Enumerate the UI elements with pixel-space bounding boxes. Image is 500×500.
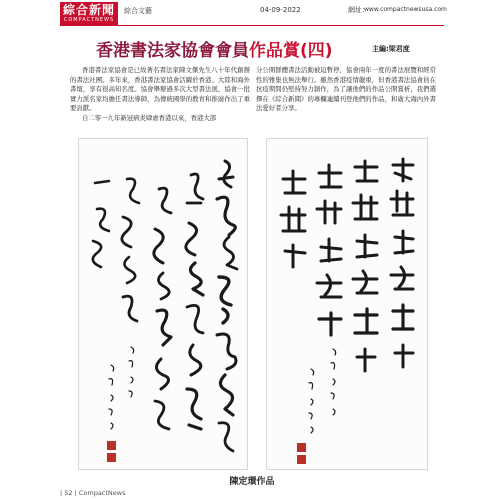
article-column-left	[70, 66, 250, 124]
seal-stamp	[297, 443, 306, 452]
seal-stamp	[107, 441, 116, 450]
calligraphy-artwork-regular	[266, 138, 428, 470]
paragraph: 分公開群體書法活動被迫暫停，協會兩年一度的書法展覽和經常性的雅集也無法舉行。雖然香港疫情嚴重，但香港書法協會員在抗疫期間仍堅持努力創作，為了讓他們的作品公開賞析，我們選擇在《綜合新聞》的專欄連續刊登他們的作品，和廣大海內外書法愛好者分享。	[256, 66, 436, 113]
calligraphy-artwork-cursive	[78, 138, 248, 470]
page-footer: | 52 | CompactNews	[60, 489, 126, 497]
paragraph: 香港書法家協會是已故著名書法家陳文傑先生八十年代創辦的書法社團。多年來，香港書法家協會活躍於香港、大陸和海外書壇，享有很高知名度。協會舉辦過多次大型書法展，協會一批實力派名家均擔任書法導師，為傳統國學的教育和推廣作出了重要貢獻。	[70, 66, 250, 113]
seal-stamp	[297, 455, 306, 464]
article-title	[96, 36, 333, 61]
website-link[interactable]: www.compactnewsusa.com	[364, 6, 447, 13]
website-label: 網址：	[348, 6, 369, 14]
logo-title: 綜合新聞	[62, 3, 115, 17]
issue-date: 04-09-2022	[260, 6, 301, 14]
editor-credit: 主編:梁君度	[372, 45, 410, 53]
calligraphy-cursive-image	[79, 139, 247, 469]
header-divider	[60, 25, 444, 26]
title-main: 香港書法家協會會員	[96, 41, 249, 61]
logo-subtitle: COMPACTNEWS	[63, 17, 115, 23]
paragraph: 自二零一九年新冠病炎肆虐香港以來，香港大部	[82, 113, 217, 122]
seal-stamp	[107, 453, 116, 462]
article-column-right	[256, 66, 436, 114]
calligraphy-regular-image	[267, 139, 427, 469]
title-highlight: 作品賞(四)	[249, 41, 333, 61]
magazine-page	[60, 0, 447, 500]
brand-logo[interactable]	[60, 2, 118, 26]
section-name: 綜合文藝	[124, 7, 152, 15]
artwork-caption: 陳定環作品	[229, 477, 275, 487]
